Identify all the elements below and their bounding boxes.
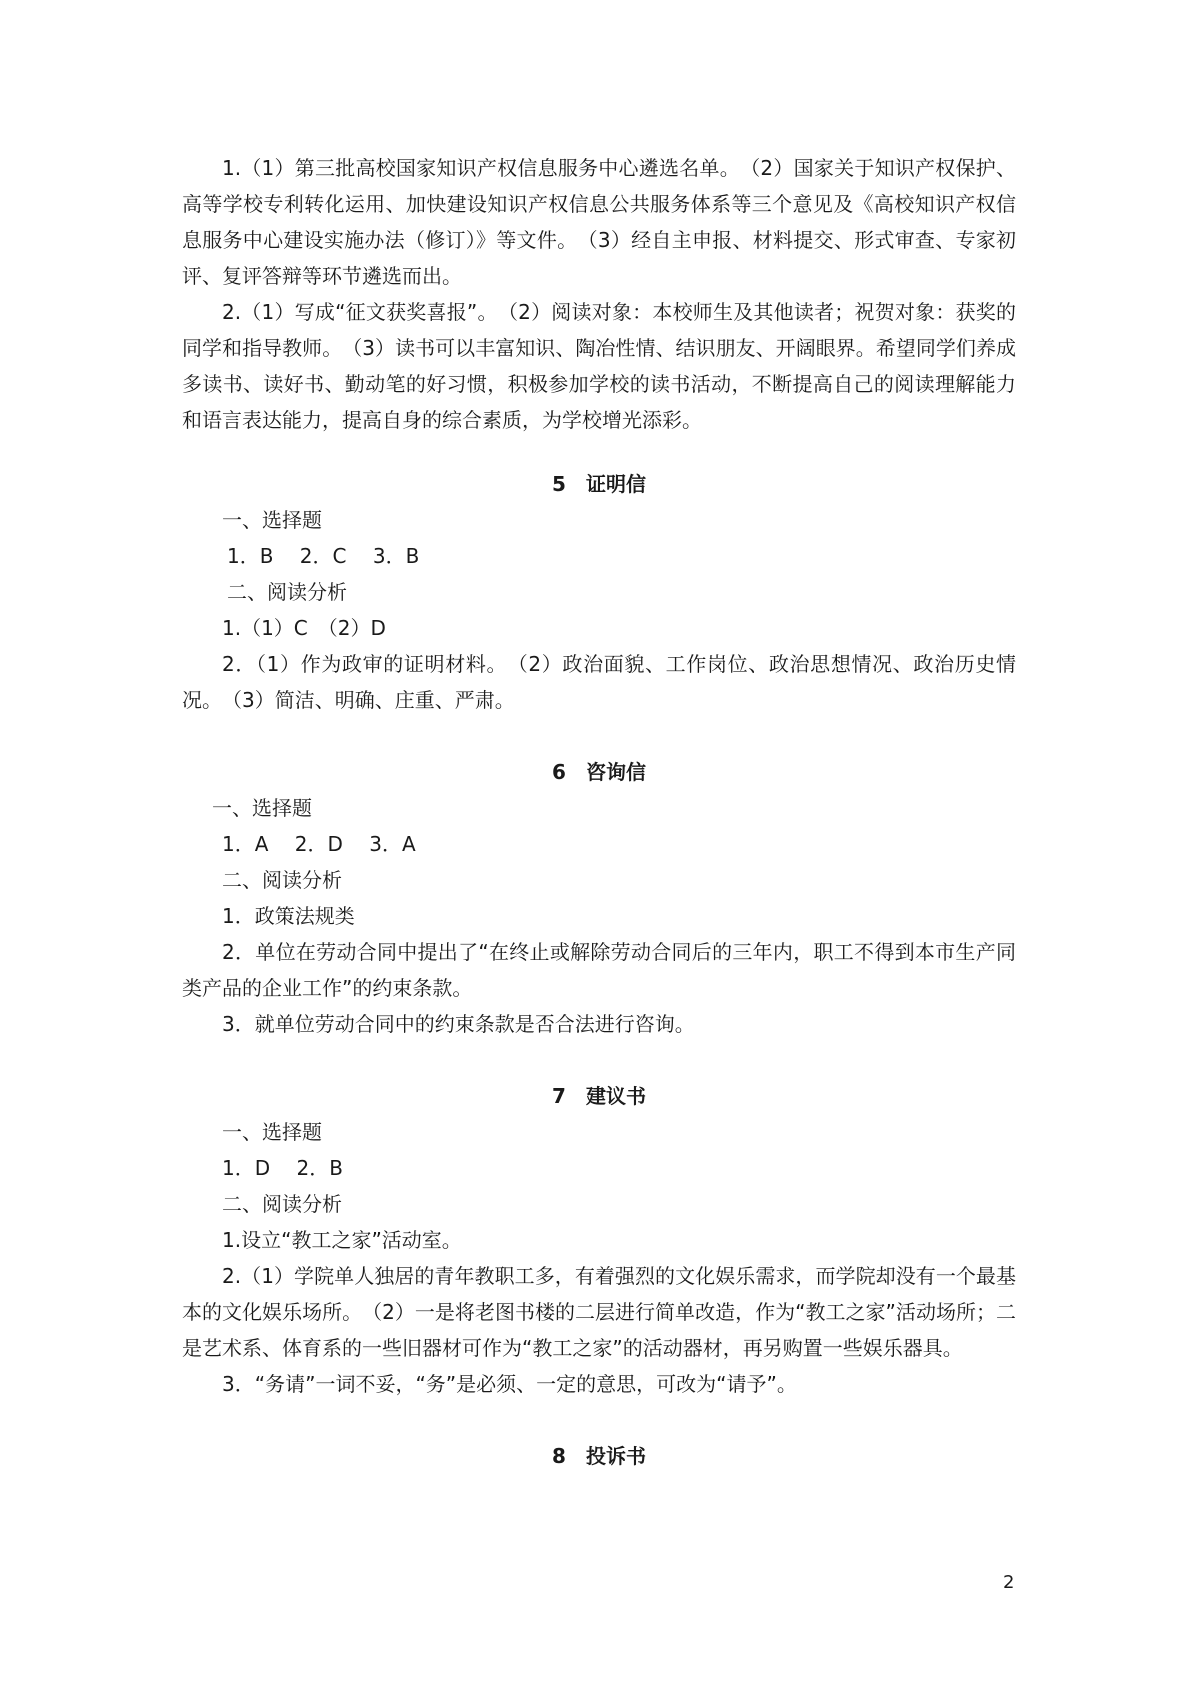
section-7-choice-heading: 一、选择题 bbox=[222, 1120, 322, 1144]
section-6-choice-answers: 1．A 2．D 3．A bbox=[222, 832, 416, 856]
section-6-choice-heading: 一、选择题 bbox=[212, 796, 312, 820]
section-6-item-3: 3．就单位劳动合同中的约束条款是否合法进行咨询。 bbox=[222, 1012, 695, 1036]
section-7-item-1: 1.设立“教工之家”活动室。 bbox=[222, 1228, 462, 1252]
section-5-reading-heading: 二、阅读分析 bbox=[227, 580, 347, 604]
section-5-item-1: 1.（1）C （2）D bbox=[222, 616, 386, 640]
answer-paragraph-1: 1.（1）第三批高校国家知识产权信息服务中心遴选名单。 （2）国家关于知识产权保护、高等学校专利转化运用、加快建设知识产权信息公共服务体系等三个意见及《高校知识产权信息服务中心建设实施办法（修订）》等文件。 （3）经自主申报、材料提交、形式审查、专家初评、复评答辩等环节遴选而出。 bbox=[182, 156, 1016, 288]
answer-paragraph-2: 2.（1）写成“征文获奖喜报”。 （2）阅读对象：本校师生及其他读者；祝贺对象：获奖的同学和指导教师。 （3）读书可以丰富知识、陶冶性情、结识朋友、开阔眼界。希望同学们养成多读书、读好书、勤动笔的好习惯，积极参加学校的读书活动，不断提高自己的阅读理解能力和语言表达能力，提高自身的综合素质，为学校增光添彩。 bbox=[182, 300, 1016, 432]
section-7-reading-heading: 二、阅读分析 bbox=[222, 1192, 342, 1216]
section-6-item-1: 1．政策法规类 bbox=[222, 904, 355, 928]
section-6-item-2: 2．单位在劳动合同中提出了“在终止或解除劳动合同后的三年内，职工不得到本市生产同类产品的企业工作”的约束条款。 bbox=[182, 940, 1016, 1000]
section-7-choice-answers: 1．D 2．B bbox=[222, 1156, 343, 1180]
document-body bbox=[182, 150, 1016, 1474]
section-7-title: 7 建议书 bbox=[552, 1084, 646, 1108]
section-5-item-2: 2．（1）作为政审的证明材料。 （2）政治面貌、工作岗位、政治思想情况、政治历史情况。 （3）简洁、明确、庄重、严肃。 bbox=[182, 652, 1016, 712]
section-7-item-3: 3．“务请”一词不妥，“务”是必须、一定的意思，可改为“请予”。 bbox=[222, 1372, 797, 1396]
section-7-item-2: 2.（1）学院单人独居的青年教职工多，有着强烈的文化娱乐需求，而学院却没有一个最基本的文化娱乐场所。 （2）一是将老图书楼的二层进行简单改造，作为“教工之家”活动场所；二是艺术系、体育系的一些旧器材可作为“教工之家”的活动器材，再另购置一些娱乐器具。 bbox=[182, 1264, 1016, 1360]
section-5-choice-heading: 一、选择题 bbox=[222, 508, 322, 532]
section-6-title: 6 咨询信 bbox=[552, 760, 646, 784]
section-5-choice-answers: 1．B 2．C 3．B bbox=[227, 544, 420, 568]
page-number: 2 bbox=[1003, 1572, 1015, 1593]
section-5-title: 5 证明信 bbox=[552, 472, 646, 496]
section-8-title: 8 投诉书 bbox=[552, 1444, 646, 1468]
section-6-reading-heading: 二、阅读分析 bbox=[222, 868, 342, 892]
